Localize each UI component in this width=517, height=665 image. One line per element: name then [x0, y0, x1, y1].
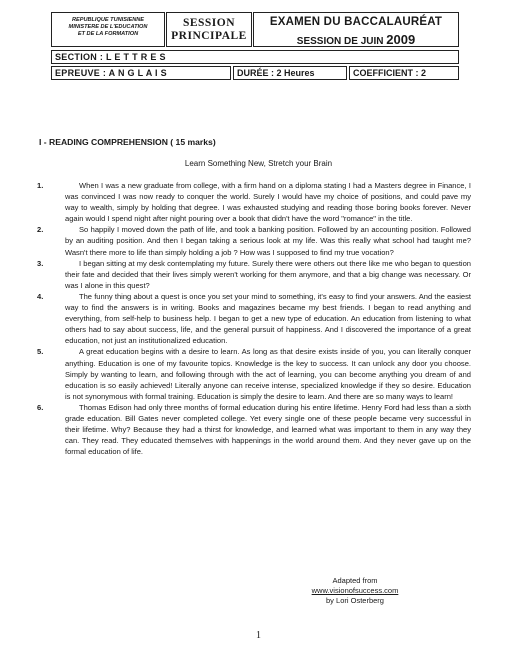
section-field: SECTION : L E T T R E S	[51, 50, 459, 64]
paragraph	[37, 291, 471, 346]
session-type-line: SESSION	[182, 17, 236, 29]
subject-field: EPREUVE : A N G L A I S	[51, 66, 231, 80]
paragraph	[37, 258, 471, 291]
ministry-box	[51, 12, 165, 47]
paragraph-text: A great education begins with a desire to learn. As long as that desire exists inside of you, you can literally conquer anything. Education is one of my favourite topics. Knowledge is the key to success. It can unlock any door you choose. Simply by wanting to learn, and following through with the act of learning, you can become anything you dream of and education is so easily achieved! Literally anyone can receive intense, specialized knowledge if they so desire. Education is not synonymous with formal training. Education is simply the desire to learn. And there are so many ways to learn!	[65, 347, 471, 401]
paragraph-number: 4.	[37, 291, 44, 301]
exam-title-box	[253, 12, 459, 47]
paragraph-text: The funny thing about a quest is once you set your mind to something, it's easy to find your answers. And the easiest way to find the answers is in writing. Books and magazines became my best friends. I began to read anything and everything, from self-help to business help. I began to get a new type of education. An education from listening to what others had to say about success, life, and the general pursuit of happiness. And I discovered the importance of a great education, not just an institutionalized education.	[65, 291, 471, 346]
paragraph	[37, 180, 471, 224]
session-date	[254, 32, 458, 47]
paragraph	[37, 402, 471, 457]
source-credit	[300, 576, 410, 606]
session-type-box	[166, 12, 252, 47]
session-label: SESSION DE JUIN	[296, 36, 384, 47]
ministry-line: ET DE LA FORMATION	[77, 31, 139, 38]
paragraph-number: 6.	[37, 402, 44, 412]
credit-adapted: Adapted from	[332, 576, 378, 585]
paragraph-text: I began sitting at my desk contemplating my future. Surely there were others out there like me who began to question their fate and decided that their lives simply weren't working for them anymore, and that a big change was necessary. Or was I alone in this quest?	[65, 258, 471, 290]
reading-comprehension-heading: I - READING COMPREHENSION ( 15 marks)	[39, 137, 216, 147]
paragraph	[37, 224, 471, 257]
ministry-line: MINISTERE DE L'EDUCATION	[68, 24, 148, 31]
duration-field: DURÉE : 2 Heures	[233, 66, 347, 80]
paragraph-text: When I was a new graduate from college, with a firm hand on a diploma stating I had a Masters degree in Finance, I was convinced I was now ready to conquer the world. Surely I would have my choice of positions, and could pave my way to wealth, simply by holding that degree. I was exhausted studying and reading those boring books forever. Never again would I spend night after night pouring over a book that didn't have the word "romance" in the title.	[65, 181, 471, 224]
session-year: 2009	[386, 32, 416, 47]
credit-author: by Lori Osterberg	[326, 596, 384, 605]
paragraph	[37, 346, 471, 401]
paragraph-number: 5.	[37, 347, 44, 357]
page-number: 1	[256, 630, 261, 641]
paragraph-text: Thomas Edison had only three months of formal education during his entire lifetime. Henry Ford had less than a sixth grade education. Bill Gates never completed college. Yet every single one of these people became very successful in their lifetime. Why? Because they had a thirst for knowledge, and learned what was important to them in any way they can. They read. They educated themselves with happenings in the world around them. And they never gave up on the formal education of life.	[65, 402, 471, 457]
paragraph-number: 2.	[37, 225, 44, 235]
ministry-line: REPUBLIQUE TUNISIENNE	[71, 17, 145, 23]
session-type-line: PRINCIPALE	[171, 30, 247, 42]
coefficient-field: COEFFICIENT : 2	[349, 66, 459, 80]
paragraph-number: 3.	[37, 258, 44, 268]
passage-title: Learn Something New, Stretch your Brain	[184, 159, 333, 168]
exam-title: EXAMEN DU BACCALAURÉAT	[269, 16, 443, 28]
source-link[interactable]: www.visionofsuccess.com	[311, 586, 399, 595]
paragraph-text: So happily I moved down the path of life, and took a banking position. Followed by an accounting position. Followed by an auditing position. And then I began taking a serious look at my life. Was this really what school had taught me? Wasn't there more to life than simply holding a job ? How was I supposed to find my true vocation?	[65, 225, 471, 257]
paragraph-number: 1.	[37, 181, 44, 190]
passage-body	[37, 180, 471, 457]
